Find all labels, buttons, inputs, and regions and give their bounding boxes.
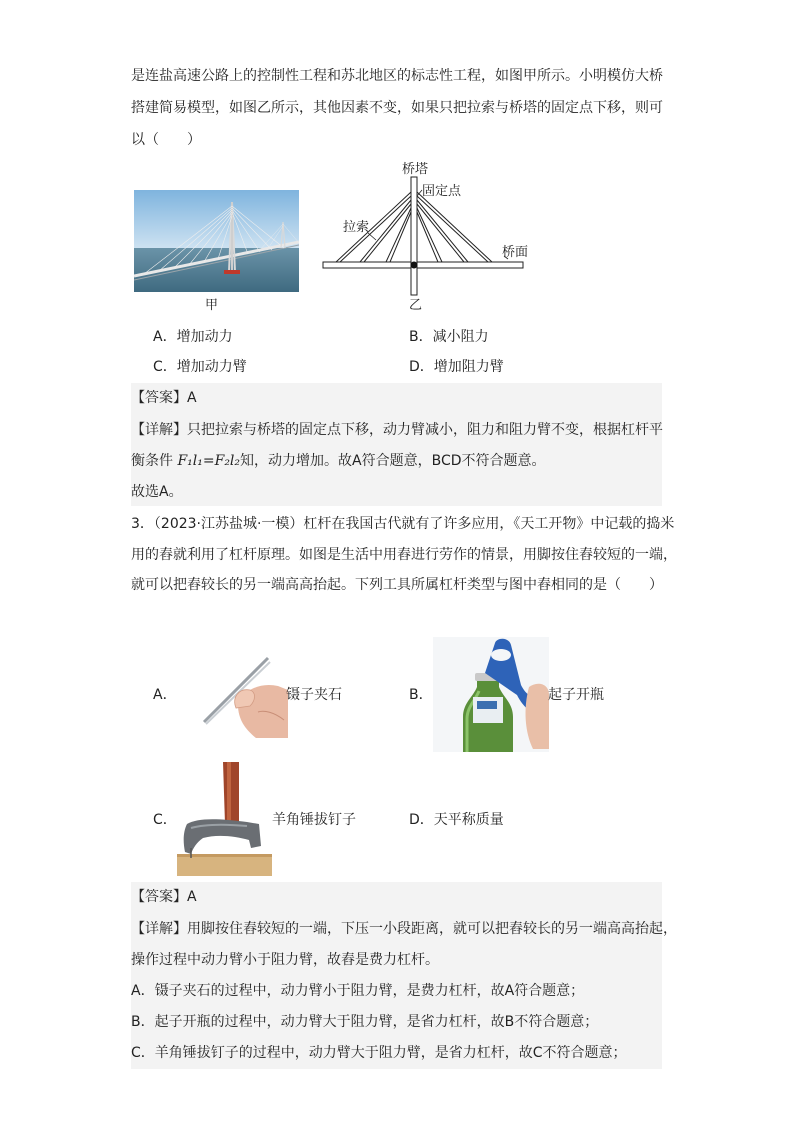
q2-option-d[interactable]: D．增加阻力臂 [409,359,504,375]
q2-option-a[interactable]: A．增加动力 [153,329,233,345]
photo-caption-jia: 甲 [205,298,219,313]
diagram-caption-yi: 乙 [409,298,423,313]
q3-option-c-text[interactable]: 羊角锤拔钉子 [272,812,356,828]
q2-answer-box [131,383,662,506]
bridge-photo [134,190,299,292]
bottle-opener-photo [433,637,549,752]
q3-option-a-text[interactable]: 镊子夹石 [286,687,342,703]
label-deck: 桥面 [502,245,529,260]
lever-formula: F₁l₁=F₂l₂ [177,453,241,469]
q3-detail-line-2: 操作过程中动力臂小于阻力臂，故舂是费力杠杆。 [131,952,439,968]
q3-option-a-letter[interactable]: A． [153,687,177,703]
label-fixed-point: 固定点 [422,184,462,199]
q3-detail-line-5: C．羊角锤拔钉子的过程中，动力臂大于阻力臂，是省力杠杆，故C不符合题意； [131,1045,627,1061]
label-tower: 桥塔 [402,162,429,177]
q3-stem-line-2: 用的舂就利用了杠杆原理。如图是生活中用舂进行劳作的情景，用脚按住舂较短的一端， [131,547,677,563]
q2-answer: 【答案】A [131,390,197,406]
q3-stem-line-1: 3．（2023·江苏盐城·一模）杠杆在我国古代就有了许多应用，《天工开物》中记载的捣米 [131,516,675,532]
q2-detail-line-2 [131,451,546,471]
q3-answer: 【答案】A [131,889,197,905]
q2-conclusion: 故选A。 [131,484,183,500]
q2-detail-l2-pre: 衡条件 [131,453,178,469]
q2-detail-line-1: 【详解】只把拉索与桥塔的固定点下移，动力臂减小，阻力和阻力臂不变，根据杠杆平 [131,422,663,438]
bridge-model-diagram [318,160,538,315]
q3-option-c-letter[interactable]: C． [153,812,177,828]
q2-stem-line-2: 搭建简易模型，如图乙所示，其他因素不变，如果只把拉索与桥塔的固定点下移，则可 [131,100,663,116]
tweezers-photo [198,650,288,738]
q2-option-b[interactable]: B．减小阻力 [409,329,489,345]
q3-option-b-text[interactable]: 起子开瓶 [548,687,604,703]
q2-stem-line-1: 是连盐高速公路上的控制性工程和苏北地区的标志性工程，如图甲所示。小明模仿大桥 [131,68,663,84]
q3-answer-box [131,882,662,1069]
q3-stem-line-3: 就可以把舂较长的另一端高高抬起。下列工具所属杠杆类型与图中舂相同的是（ ） [131,577,663,593]
q3-option-d[interactable]: D．天平称质量 [409,812,504,828]
q2-stem-line-3: 以（ ） [131,132,201,148]
q3-detail-line-3: A．镊子夹石的过程中，动力臂小于阻力臂，是费力杠杆，故A符合题意； [131,983,585,999]
claw-hammer-photo [177,762,272,876]
q2-option-c[interactable]: C．增加动力臂 [153,359,247,375]
q3-detail-line-1: 【详解】用脚按住舂较短的一端，下压一小段距离，就可以把舂较长的另一端高高抬起， [131,921,677,937]
q3-option-b-letter[interactable]: B． [409,687,433,703]
q3-detail-line-4: B．起子开瓶的过程中，动力臂大于阻力臂，是省力杠杆，故B不符合题意； [131,1014,599,1030]
q2-detail-l2-post: 知，动力增加。故A符合题意，BCD不符合题意。 [240,453,546,469]
label-cable: 拉索 [343,220,370,235]
